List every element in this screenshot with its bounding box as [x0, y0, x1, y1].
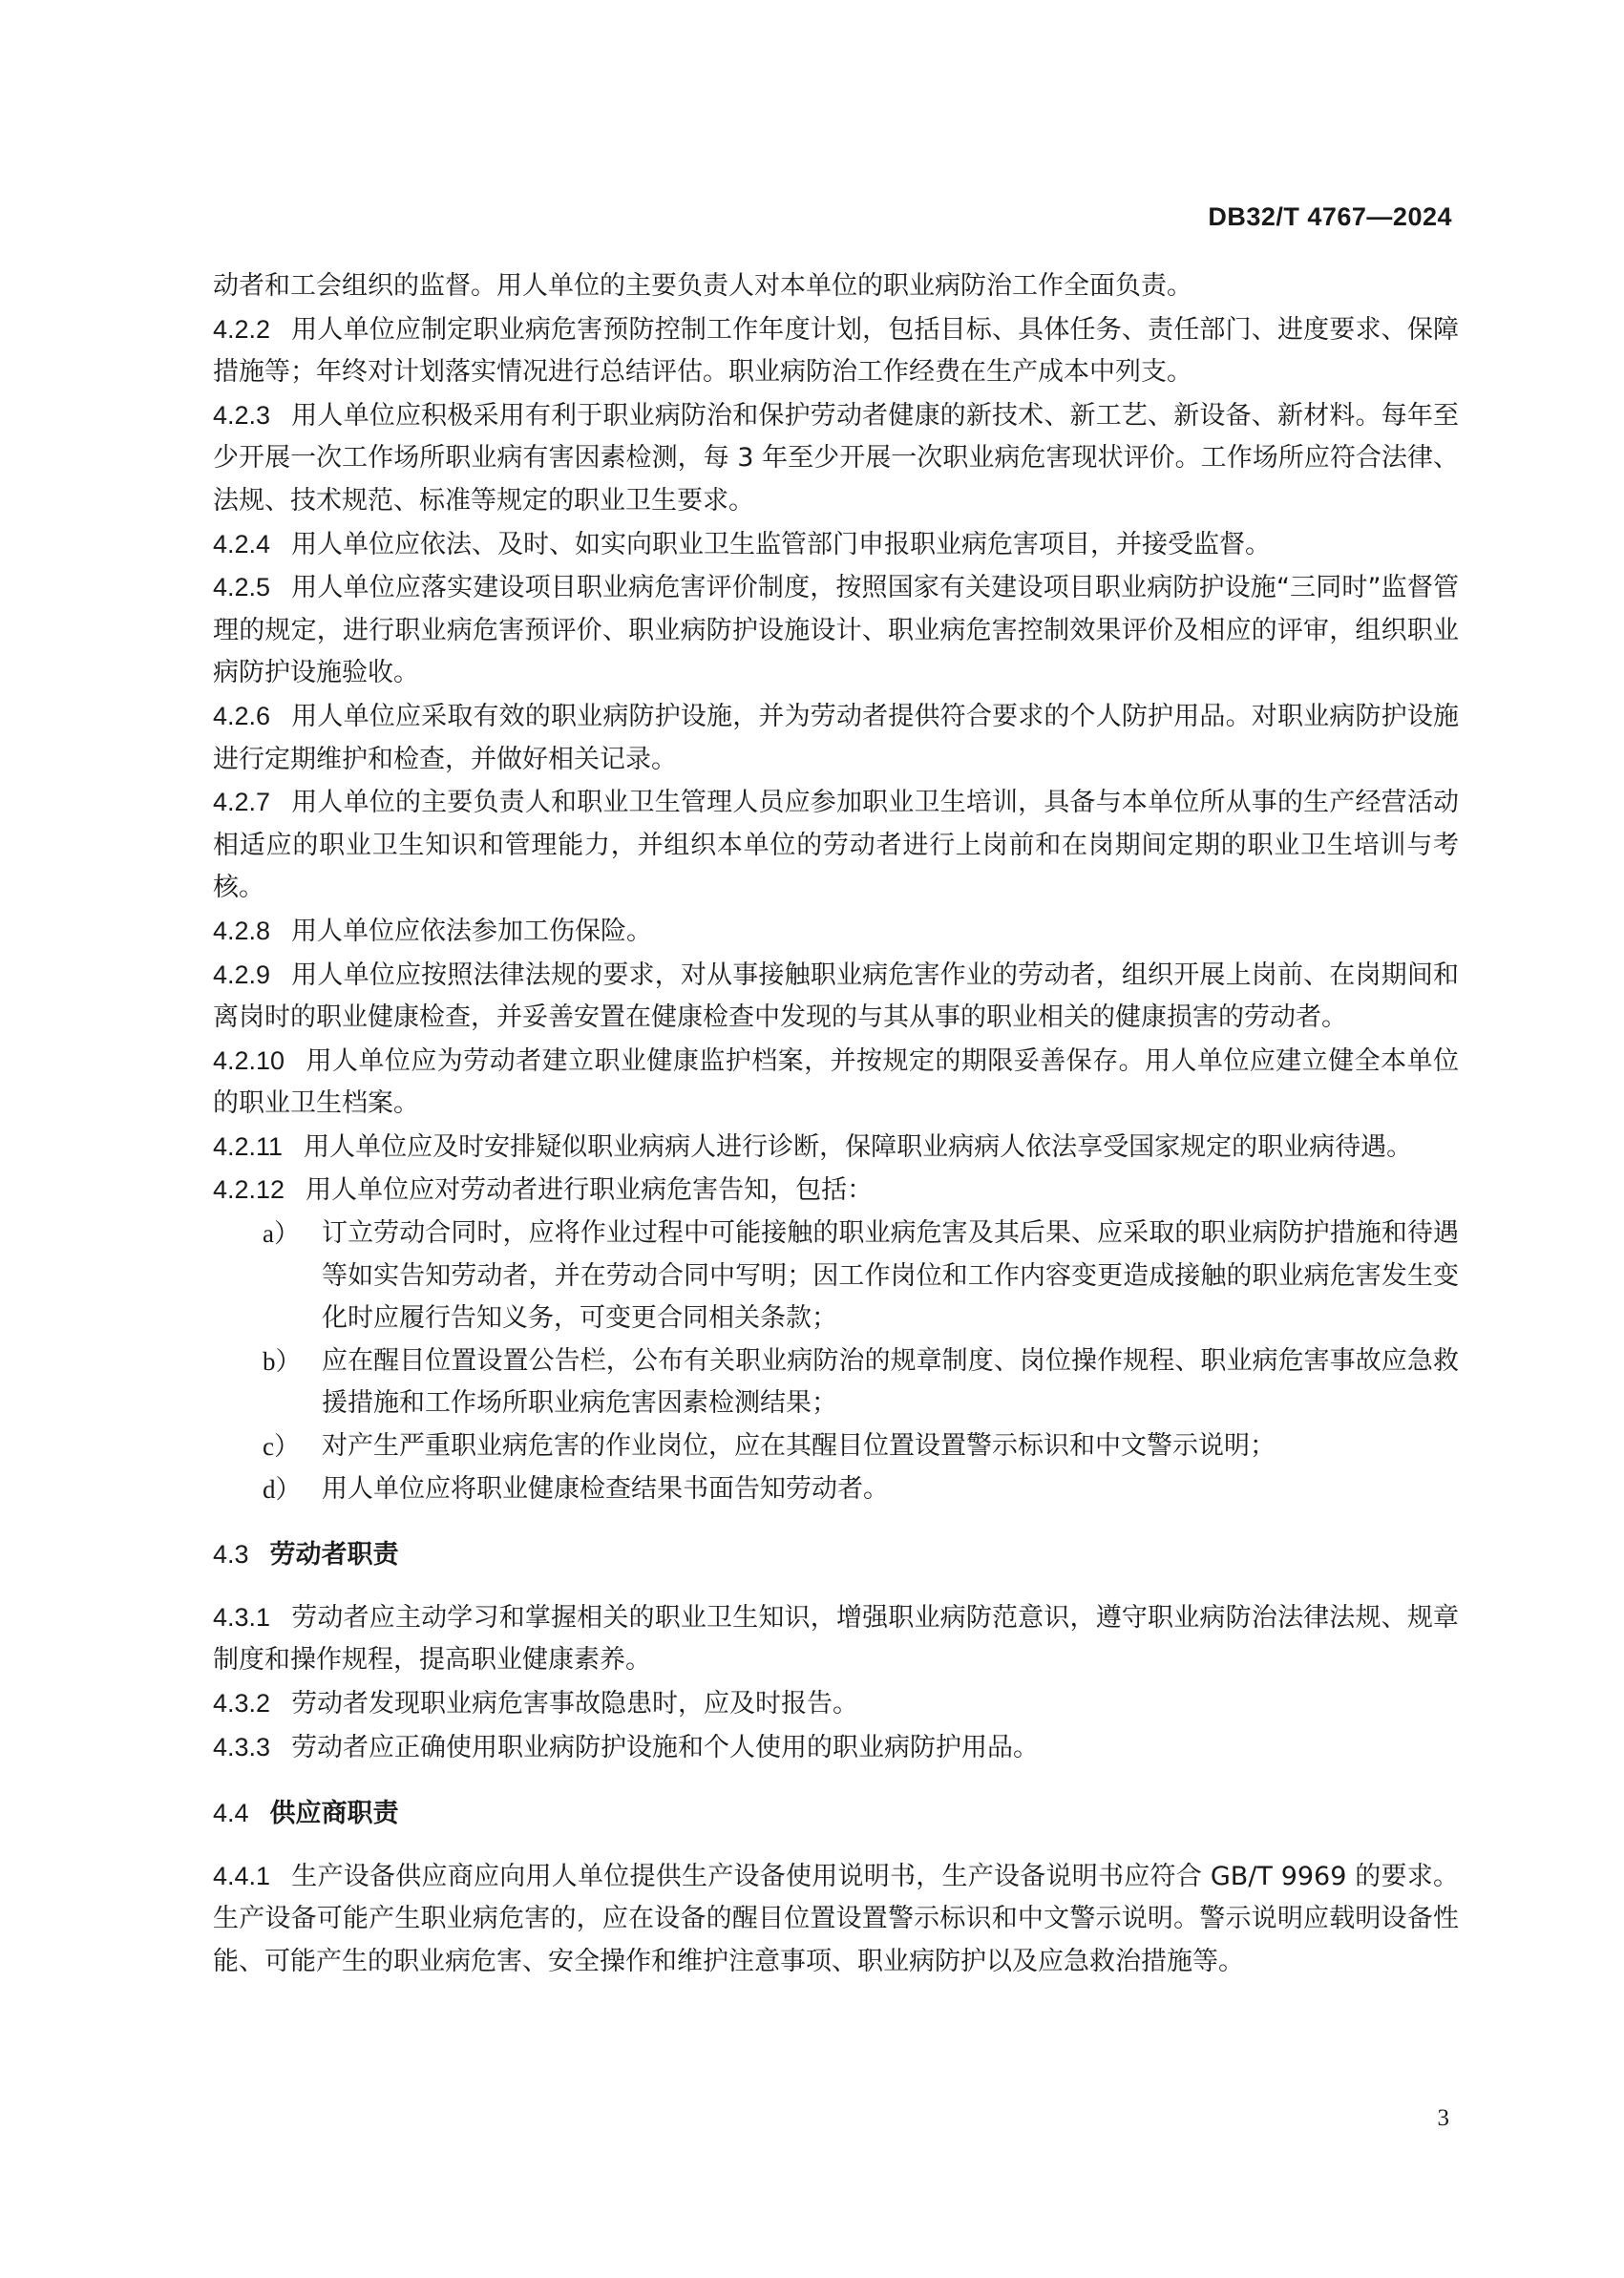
clause-number: 4.2.3: [213, 400, 271, 430]
clause-text: 用人单位应及时安排疑似职业病病人进行诊断，保障职业病病人依法享受国家规定的职业病待遇。: [304, 1131, 1413, 1162]
clause-number: 4.2.7: [213, 788, 271, 817]
clause-number: 4.2.2: [213, 314, 271, 344]
section-title: 供应商职责: [269, 1799, 399, 1829]
clause-number: 4.4.1: [213, 1861, 271, 1890]
clause-4-2-9: [213, 954, 1459, 1040]
clause-number: 4.2.5: [213, 573, 271, 602]
clause-text: 用人单位应对劳动者进行职业病危害告知，包括：: [306, 1175, 874, 1206]
list-item-text: 应在醒目位置设置公告栏，公布有关职业病防治的规章制度、岗位操作规程、职业病危害事故应急救援措施和工作场所职业病危害因素检测结果；: [322, 1345, 1459, 1419]
list-marker: b）: [263, 1346, 302, 1376]
document-body: [213, 265, 1459, 1984]
clause-text: 劳动者应正确使用职业病防护设施和个人使用的职业病防护用品。: [291, 1732, 1040, 1762]
clause-number: 4.3.1: [213, 1602, 271, 1632]
section-number: 4.3: [213, 1540, 249, 1570]
clause-text: 劳动者发现职业病危害事故隐患时，应及时报告。: [291, 1689, 859, 1719]
section-heading-4-4: [213, 1792, 1459, 1836]
clause-4-2-10: [213, 1040, 1459, 1126]
clause-text: 用人单位应为劳动者建立职业健康监护档案，并按规定的期限妥善保存。用人单位应建立健全本单位的职业卫生档案。: [213, 1045, 1459, 1119]
list-marker: d）: [263, 1474, 302, 1504]
section-heading-4-3: [213, 1533, 1459, 1577]
clause-4-2-7: [213, 781, 1459, 910]
clause-4-2-12: [213, 1169, 1459, 1213]
list-item-text: 订立劳动合同时，应将作业过程中可能接触的职业病危害及其后果、应采取的职业病防护措施和待遇等如实告知劳动者，并在劳动合同中写明；因工作岗位和工作内容变更造成接触的职业病危害发生变化时应履行告知义务，可变更合同相关条款；: [322, 1218, 1459, 1334]
notification-list: [213, 1213, 1459, 1510]
list-item-text: 对产生严重职业病危害的作业岗位，应在其醒目位置设置警示标识和中文警示说明；: [322, 1431, 1276, 1462]
clause-number: 4.3.3: [213, 1732, 271, 1761]
clause-4-2-3: [213, 394, 1459, 523]
clause-text: 用人单位应按照法律法规的要求，对从事接触职业病危害作业的劳动者，组织开展上岗前、在岗期间和离岗时的职业健康检查，并妥善安置在健康检查中发现的与其从事的职业相关的健康损害的劳动者。: [213, 960, 1459, 1033]
list-item: [263, 1340, 1459, 1425]
list-item: [263, 1425, 1459, 1468]
section-number: 4.4: [213, 1799, 249, 1828]
clause-number: 4.2.8: [213, 916, 271, 945]
list-item-text: 用人单位应将职业健康检查结果书面告知劳动者。: [322, 1473, 889, 1504]
clause-4-2-11: [213, 1126, 1459, 1170]
list-item: [263, 1213, 1459, 1340]
clause-text: 生产设备供应商应向用人单位提供生产设备使用说明书，生产设备说明书应符合 GB/T 9969 的要求。生产设备可能产生职业病危害的，应在设备的醒目位置设置警示标识和中文警示说明。警示说明应载明设备性能、可能产生的职业病危害、安全操作和维护注意事项、职业病防护以及应急救治措施等。: [213, 1861, 1459, 1976]
clause-number: 4.2.6: [213, 701, 271, 730]
clause-4-2-8: [213, 910, 1459, 954]
clause-text: 用人单位的主要负责人和职业卫生管理人员应参加职业卫生培训，具备与本单位所从事的生产经营活动相适应的职业卫生知识和管理能力，并组织本单位的劳动者进行上岗前和在岗期间定期的职业卫生培训与考核。: [213, 788, 1459, 903]
clause-4-3-1: [213, 1596, 1459, 1682]
clause-text: 用人单位应依法参加工伤保险。: [291, 916, 653, 946]
clause-text: 用人单位应积极采用有利于职业病防治和保护劳动者健康的新技术、新工艺、新设备、新材料。每年至少开展一次工作场所职业病有害因素检测，每 3 年至少开展一次职业病危害现状评价。工作场所应符合法律、法规、技术规范、标准等规定的职业卫生要求。: [213, 400, 1459, 516]
clause-4-2-4: [213, 523, 1459, 567]
clause-text: 用人单位应制定职业病危害预防控制工作年度计划，包括目标、具体任务、责任部门、进度要求、保障措施等；年终对计划落实情况进行总结评估。职业病防治工作经费在生产成本中列支。: [213, 314, 1459, 388]
clause-4-3-2: [213, 1682, 1459, 1726]
page-number: 3: [1437, 2105, 1449, 2131]
clause-4-2-6: [213, 695, 1459, 781]
clause-number: 4.2.10: [213, 1045, 285, 1075]
section-title: 劳动者职责: [269, 1540, 399, 1571]
intro-paragraph: 动者和工会组织的监督。用人单位的主要负责人对本单位的职业病防治工作全面负责。: [213, 271, 1192, 301]
clause-number: 4.2.12: [213, 1175, 285, 1205]
clause-number: 4.2.11: [213, 1131, 284, 1161]
clause-number: 4.3.2: [213, 1689, 271, 1718]
clause-number: 4.2.4: [213, 529, 271, 559]
clause-number: 4.2.9: [213, 960, 271, 989]
clause-4-3-3: [213, 1726, 1459, 1770]
clause-text: 用人单位应落实建设项目职业病危害评价制度，按照国家有关建设项目职业病防护设施“三同时”监督管理的规定，进行职业病危害预评价、职业病防护设施设计、职业病危害控制效果评价及相应的评审，组织职业病防护设施验收。: [213, 573, 1459, 688]
clause-text: 用人单位应采取有效的职业病防护设施，并为劳动者提供符合要求的个人防护用品。对职业病防护设施进行定期维护和检查，并做好相关记录。: [213, 701, 1459, 774]
standard-code: DB32/T 4767—2024: [1208, 202, 1452, 231]
list-marker: a）: [263, 1219, 300, 1249]
clause-text: 劳动者应主动学习和掌握相关的职业卫生知识，增强职业病防范意识，遵守职业病防治法律法规、规章制度和操作规程，提高职业健康素养。: [213, 1602, 1459, 1676]
clause-4-2-2: [213, 308, 1459, 394]
list-item: [263, 1468, 1459, 1511]
clause-4-4-1: [213, 1855, 1459, 1984]
clause-text: 用人单位应依法、及时、如实向职业卫生监管部门申报职业病危害项目，并接受监督。: [291, 529, 1272, 559]
list-marker: c）: [263, 1432, 300, 1462]
clause-4-2-5: [213, 566, 1459, 695]
